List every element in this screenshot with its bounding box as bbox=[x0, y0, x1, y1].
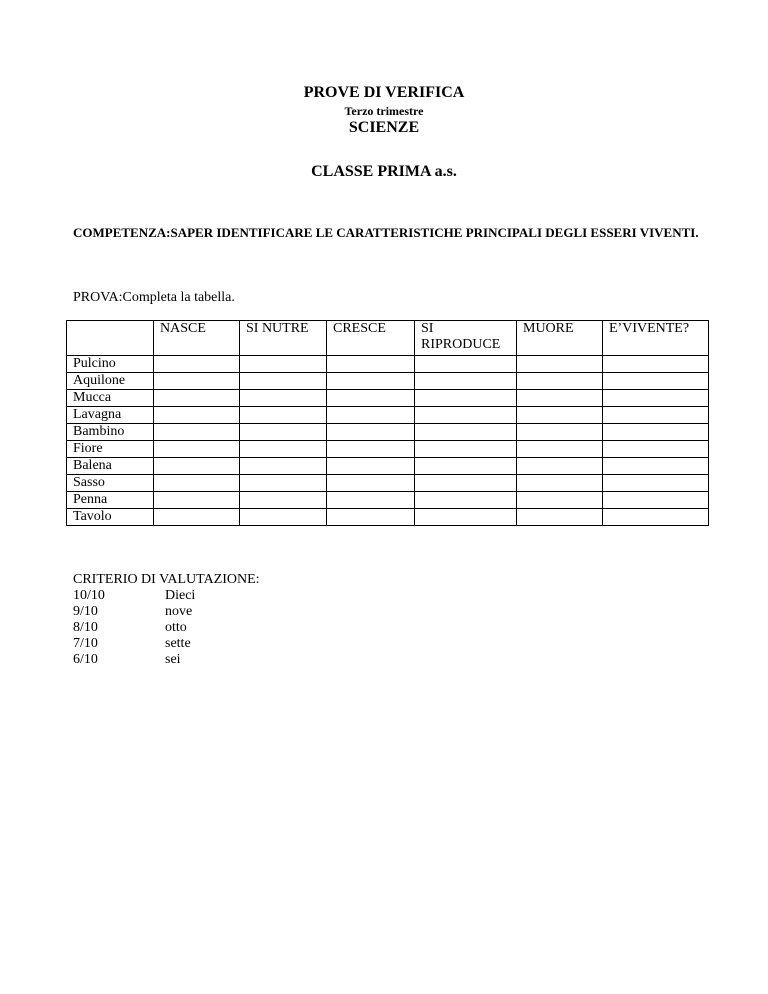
answer-cell[interactable] bbox=[415, 390, 517, 407]
answer-cell[interactable] bbox=[240, 407, 327, 424]
answer-cell[interactable] bbox=[517, 373, 603, 390]
row-label: Mucca bbox=[67, 390, 154, 407]
answer-cell[interactable] bbox=[154, 475, 240, 492]
evaluation-criteria bbox=[73, 572, 260, 668]
criteria-title: CRITERIO DI VALUTAZIONE: bbox=[73, 572, 260, 587]
table-header-cell: MUORE bbox=[517, 321, 603, 356]
answer-cell[interactable] bbox=[603, 509, 709, 526]
answer-cell[interactable] bbox=[154, 373, 240, 390]
answer-cell[interactable] bbox=[240, 475, 327, 492]
answer-cell[interactable] bbox=[603, 390, 709, 407]
grade-score: 8/10 bbox=[73, 620, 98, 635]
table-header-cell bbox=[67, 321, 154, 356]
grade-row bbox=[73, 652, 260, 668]
answer-cell[interactable] bbox=[415, 509, 517, 526]
table-header-cell: CRESCE bbox=[327, 321, 415, 356]
row-label: Pulcino bbox=[67, 356, 154, 373]
table-row bbox=[67, 390, 709, 407]
row-label: Penna bbox=[67, 492, 154, 509]
answer-cell[interactable] bbox=[240, 424, 327, 441]
answer-cell[interactable] bbox=[415, 492, 517, 509]
page-title: PROVE DI VERIFICA bbox=[303, 84, 465, 101]
table-header-cell: E’VIVENTE? bbox=[603, 321, 709, 356]
answer-cell[interactable] bbox=[517, 492, 603, 509]
answer-cell[interactable] bbox=[603, 441, 709, 458]
answer-cell[interactable] bbox=[240, 390, 327, 407]
answer-cell[interactable] bbox=[327, 424, 415, 441]
grade-row bbox=[73, 588, 260, 604]
row-label: Fiore bbox=[67, 441, 154, 458]
grade-row bbox=[73, 620, 260, 636]
answer-cell[interactable] bbox=[154, 407, 240, 424]
grade-word: Dieci bbox=[165, 588, 196, 603]
grade-word: nove bbox=[165, 604, 193, 619]
answer-cell[interactable] bbox=[154, 390, 240, 407]
grade-row bbox=[73, 636, 260, 652]
answer-cell[interactable] bbox=[603, 407, 709, 424]
answer-cell[interactable] bbox=[327, 441, 415, 458]
answer-cell[interactable] bbox=[327, 407, 415, 424]
exercise-table bbox=[66, 320, 709, 526]
answer-cell[interactable] bbox=[327, 509, 415, 526]
answer-cell[interactable] bbox=[240, 356, 327, 373]
answer-cell[interactable] bbox=[603, 373, 709, 390]
answer-cell[interactable] bbox=[603, 475, 709, 492]
answer-cell[interactable] bbox=[603, 356, 709, 373]
answer-cell[interactable] bbox=[327, 475, 415, 492]
answer-cell[interactable] bbox=[240, 373, 327, 390]
grade-score: 9/10 bbox=[73, 604, 98, 619]
answer-cell[interactable] bbox=[154, 509, 240, 526]
row-label: Aquilone bbox=[67, 373, 154, 390]
answer-cell[interactable] bbox=[327, 458, 415, 475]
grade-score: 10/10 bbox=[73, 588, 105, 603]
answer-cell[interactable] bbox=[517, 424, 603, 441]
answer-cell[interactable] bbox=[415, 373, 517, 390]
answer-cell[interactable] bbox=[154, 441, 240, 458]
answer-cell[interactable] bbox=[517, 509, 603, 526]
table-header-cell: NASCE bbox=[154, 321, 240, 356]
row-label: Bambino bbox=[67, 424, 154, 441]
grade-word: sei bbox=[165, 652, 181, 667]
grade-score: 7/10 bbox=[73, 636, 98, 651]
answer-cell[interactable] bbox=[154, 492, 240, 509]
competenza-text: COMPETENZA:SAPER IDENTIFICARE LE CARATTERISTICHE PRINCIPALI DEGLI ESSERI VIVENTI. bbox=[73, 225, 699, 240]
answer-cell[interactable] bbox=[327, 492, 415, 509]
row-label: Tavolo bbox=[67, 509, 154, 526]
answer-cell[interactable] bbox=[603, 458, 709, 475]
answer-cell[interactable] bbox=[415, 424, 517, 441]
answer-cell[interactable] bbox=[415, 475, 517, 492]
table-header-cell: SI RIPRODUCE bbox=[415, 321, 517, 356]
table-header-cell: SI NUTRE bbox=[240, 321, 327, 356]
class-heading: CLASSE PRIMA a.s. bbox=[311, 163, 457, 180]
answer-cell[interactable] bbox=[603, 424, 709, 441]
answer-cell[interactable] bbox=[240, 441, 327, 458]
answer-cell[interactable] bbox=[415, 441, 517, 458]
answer-cell[interactable] bbox=[603, 492, 709, 509]
grade-row bbox=[73, 604, 260, 620]
answer-cell[interactable] bbox=[517, 356, 603, 373]
answer-cell[interactable] bbox=[517, 407, 603, 424]
table-row bbox=[67, 407, 709, 424]
table-row bbox=[67, 475, 709, 492]
row-label: Balena bbox=[67, 458, 154, 475]
grade-word: sette bbox=[165, 636, 191, 651]
answer-cell[interactable] bbox=[154, 356, 240, 373]
grade-score: 6/10 bbox=[73, 652, 98, 667]
answer-cell[interactable] bbox=[415, 407, 517, 424]
answer-cell[interactable] bbox=[517, 390, 603, 407]
answer-cell[interactable] bbox=[517, 458, 603, 475]
answer-cell[interactable] bbox=[154, 424, 240, 441]
table-row bbox=[67, 492, 709, 509]
table-row bbox=[67, 424, 709, 441]
table-row bbox=[67, 356, 709, 373]
answer-cell[interactable] bbox=[415, 356, 517, 373]
row-label: Sasso bbox=[67, 475, 154, 492]
answer-cell[interactable] bbox=[415, 458, 517, 475]
grade-word: otto bbox=[165, 620, 187, 635]
answer-cell[interactable] bbox=[517, 441, 603, 458]
answer-cell[interactable] bbox=[327, 356, 415, 373]
answer-cell[interactable] bbox=[240, 492, 327, 509]
answer-cell[interactable] bbox=[154, 458, 240, 475]
answer-cell[interactable] bbox=[517, 475, 603, 492]
table-row bbox=[67, 509, 709, 526]
table-header-row bbox=[67, 321, 709, 356]
answer-cell[interactable] bbox=[240, 509, 327, 526]
page-subtitle: Terzo trimestre bbox=[344, 104, 424, 118]
table-row bbox=[67, 458, 709, 475]
subject-heading: SCIENZE bbox=[348, 119, 420, 136]
row-label: Lavagna bbox=[67, 407, 154, 424]
answer-cell[interactable] bbox=[327, 373, 415, 390]
answer-cell[interactable] bbox=[327, 390, 415, 407]
table-row bbox=[67, 373, 709, 390]
answer-cell[interactable] bbox=[240, 458, 327, 475]
table-row bbox=[67, 441, 709, 458]
prova-instruction: PROVA:Completa la tabella. bbox=[73, 290, 235, 305]
